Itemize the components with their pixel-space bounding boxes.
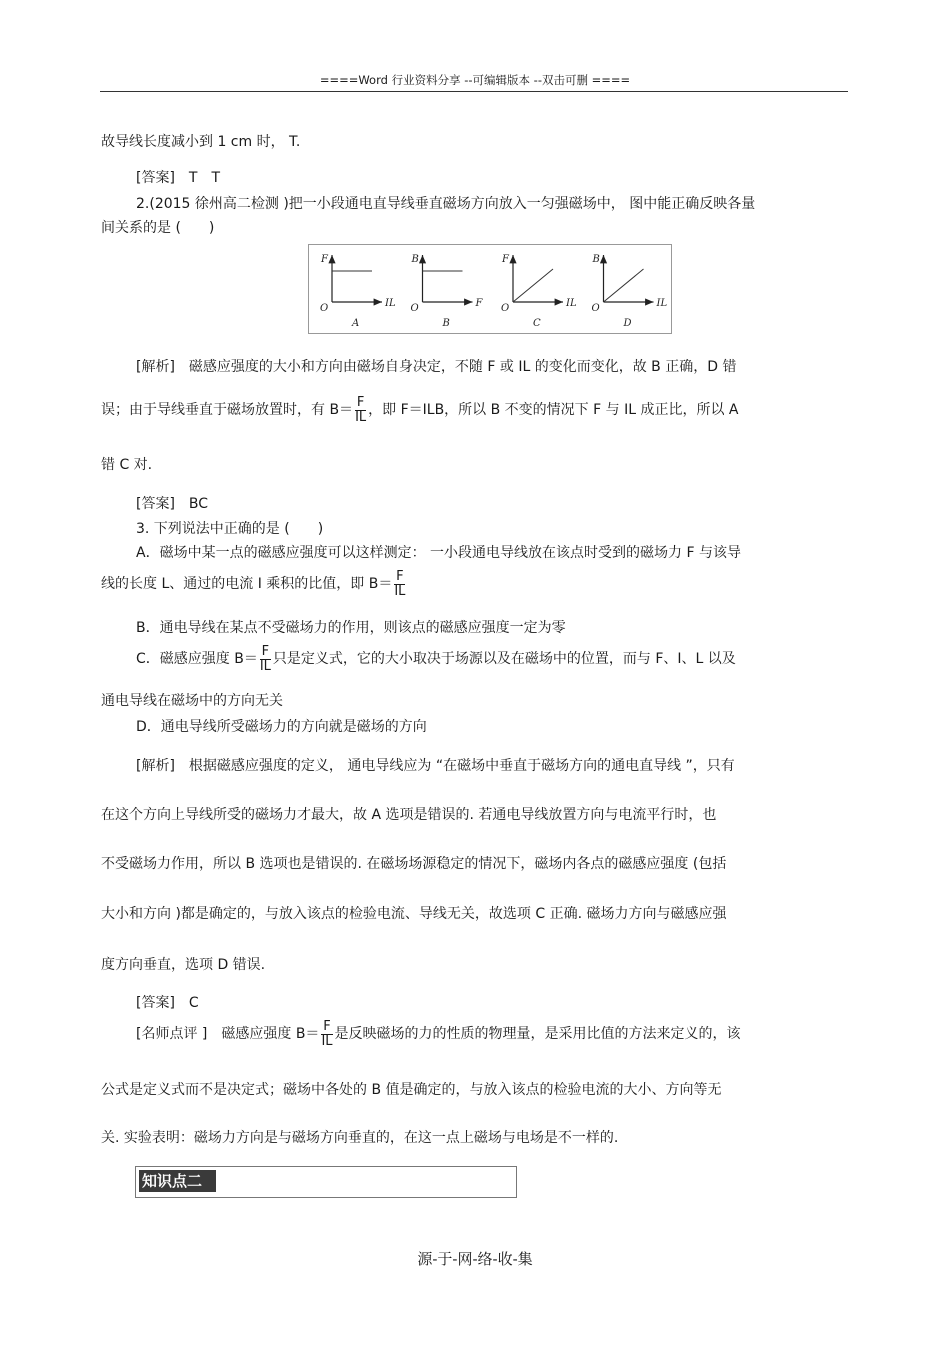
origin-label: O xyxy=(501,303,510,314)
header-divider xyxy=(100,91,848,92)
question-2: 2.(2015 徐州高二检测 )把一小段通电直导线垂直磁场方向放入一匀强磁场中， 图中能正确反映各量 xyxy=(136,196,756,212)
fraction-numerator: F xyxy=(323,1019,331,1034)
analysis-2-line2 xyxy=(101,396,739,424)
analysis-2: [解析] 磁感应强度的大小和方向由磁场自身决定，不随 F 或 IL 的变化而变化，故 B 正确，D 错 xyxy=(136,359,737,375)
fraction-denominator: IL xyxy=(394,583,406,599)
review-line2: 公式是定义式而不是决定式；磁场中各处的 B 值是确定的，与放入该点的检验电流的大小、方向等无 xyxy=(101,1082,722,1098)
page-header: ====Word 行业资料分享 --可编辑版本 --双击可删 ==== xyxy=(319,73,631,87)
fraction-f-il xyxy=(394,570,405,598)
question-3: 3. 下列说法中正确的是 ( ) xyxy=(136,521,324,537)
analysis-3-line5: 度方向垂直，选项 D 错误. xyxy=(101,957,266,973)
y-axis-label: F xyxy=(321,254,328,265)
fraction-f-il xyxy=(260,645,271,673)
analysis-3-line2: 在这个方向上导线所受的磁场力才最大，故 A 选项是错误的. 若通电导线放置方向与电流平行时，也 xyxy=(101,807,717,823)
analysis-2-line3: 错 C 对. xyxy=(101,457,153,473)
option-c-cont: 通电导线在磁场中的方向无关 xyxy=(101,693,283,709)
page-footer: 源-于-网-络-收-集 xyxy=(417,1250,533,1268)
review-text: [名师点评 ] 磁感应强度 B＝ xyxy=(136,1026,320,1043)
y-axis-label: B xyxy=(592,254,600,265)
option-c xyxy=(136,645,736,673)
y-axis-label: B xyxy=(411,254,419,265)
option-a-cont xyxy=(101,570,407,598)
option-text: 线的长度 L、通过的电流 I 乘积的比值，即 B＝ xyxy=(101,576,393,593)
graphs-svg xyxy=(309,245,671,333)
option-a: A．磁场中某一点的磁感应强度可以这样测定： 一小段通电导线放在该点时受到的磁场力 F 与该导 xyxy=(136,545,741,561)
panel-letter: A xyxy=(352,318,360,329)
answer-3: [答案] C xyxy=(136,995,199,1011)
fraction-denominator: IL xyxy=(355,409,367,425)
graph-line xyxy=(604,269,644,302)
fraction-denominator: IL xyxy=(321,1033,333,1049)
fraction-denominator: IL xyxy=(259,658,271,674)
option-text: 只是定义式，它的大小取决于场源以及在磁场中的位置，而与 F、I、L 以及 xyxy=(272,651,736,668)
review-text: 是反映磁场的力的性质的物理量，是采用比值的方法来定义的，该 xyxy=(334,1026,741,1043)
origin-label: O xyxy=(591,303,600,314)
fraction-f-il xyxy=(321,1020,332,1048)
fraction-numerator: F xyxy=(356,395,365,410)
origin-label: O xyxy=(410,303,419,314)
option-d: D．通电导线所受磁场力的方向就是磁场的方向 xyxy=(136,719,427,735)
analysis-text: 误；由于导线垂直于磁场放置时，有 B＝ xyxy=(101,402,354,419)
review xyxy=(136,1020,741,1048)
text-line: 故导线长度减小到 1 cm 时， T. xyxy=(101,134,301,150)
graphs-figure xyxy=(308,244,672,334)
x-axis-label: IL xyxy=(566,298,577,309)
option-b: B．通电导线在某点不受磁场力的作用，则该点的磁感应强度一定为零 xyxy=(136,620,566,636)
fraction-f-il xyxy=(355,396,366,424)
panel-letter: C xyxy=(533,318,541,329)
analysis-3-line3: 不受磁场力作用，所以 B 选项也是错误的. 在磁场场源稳定的情况下，磁场内各点的磁感应强度 (包括 xyxy=(101,856,727,872)
origin-label: O xyxy=(320,303,329,314)
y-axis-label: F xyxy=(502,254,509,265)
graph-line xyxy=(513,269,553,302)
answer-1: [答案] T T xyxy=(136,170,221,186)
x-axis-label: F xyxy=(475,298,483,309)
fraction-numerator: F xyxy=(396,569,404,584)
analysis-3: [解析] 根据磁感应强度的定义， 通电导线应为 “在磁场中垂直于磁场方向的通电直导线 ”，只有 xyxy=(136,758,735,774)
panel-letter: B xyxy=(442,318,450,329)
fraction-numerator: F xyxy=(261,644,270,659)
question-2-cont: 间关系的是 ( ) xyxy=(101,220,215,236)
answer-2: [答案] BC xyxy=(136,496,209,512)
review-line3: 关. 实验表明：磁场力方向是与磁场方向垂直的，在这一点上磁场与电场是不一样的. xyxy=(101,1130,619,1146)
option-text: C．磁感应强度 B＝ xyxy=(136,651,258,668)
x-axis-label: IL xyxy=(656,298,668,309)
section-label: 知识点二 xyxy=(139,1170,216,1192)
analysis-text: ，即 F＝ILB，所以 B 不变的情况下 F 与 IL 成正比，所以 A xyxy=(368,402,739,419)
x-axis-label: IL xyxy=(385,298,396,309)
panel-letter: D xyxy=(623,318,632,329)
analysis-3-line4: 大小和方向 )都是确定的，与放入该点的检验电流、导线无关，故选项 C 正确. 磁场力方向与磁感应强 xyxy=(101,906,727,922)
section-box xyxy=(135,1166,517,1198)
